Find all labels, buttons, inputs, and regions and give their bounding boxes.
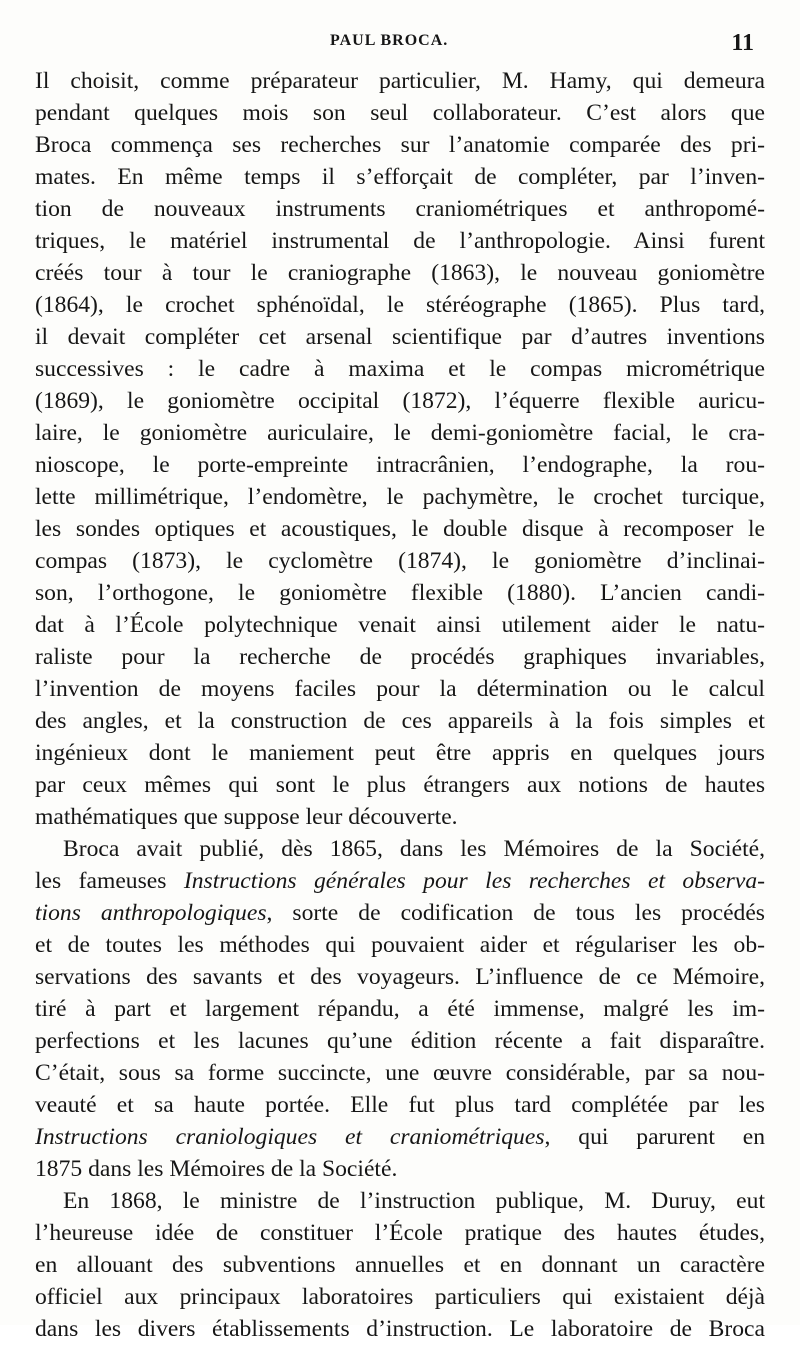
text-line <box>35 161 765 193</box>
text-segment: nioscope, le porte-empreinte intracrânien, l’endographe, la rou- <box>35 452 765 478</box>
text-segment: son, l’orthogone, le goniomètre flexible (1880). L’ancien candi- <box>35 580 765 606</box>
text-segment: mates. En même temps il s’efforçait de compléter, par l’inven- <box>35 164 765 190</box>
text-segment: les sondes optiques et acoustiques, le double disque à recomposer le <box>35 516 765 542</box>
text-line <box>35 353 765 385</box>
text-segment: (1864), le crochet sphénoïdal, le stéréographe (1865). Plus tard, <box>35 292 765 318</box>
text-line <box>35 545 765 577</box>
text-line <box>35 1121 765 1153</box>
text-line <box>35 641 765 673</box>
text-line <box>35 289 765 321</box>
text-line <box>35 385 765 417</box>
text-segment: 1875 dans les Mémoires de la Société. <box>35 1156 398 1182</box>
text-segment: , sorte de codification de tous les procédés <box>266 900 765 926</box>
text-segment: créés tour à tour le craniographe (1863), le nouveau goniomètre <box>35 260 765 286</box>
text-line <box>35 1057 765 1089</box>
text-segment: et de toutes les méthodes qui pouvaient aider et régulariser les ob- <box>35 932 765 958</box>
text-line <box>35 1281 765 1313</box>
italic-title-text: Instructions générales pour les recherches et observa- <box>183 868 765 894</box>
text-line <box>35 417 765 449</box>
text-line <box>35 961 765 993</box>
text-line <box>35 321 765 353</box>
italic-title-text: tions anthropologiques <box>35 900 267 926</box>
body-text <box>35 65 765 1345</box>
text-line <box>35 705 765 737</box>
page-number: 11 <box>731 30 754 56</box>
text-segment: Broca avait publié, dès 1865, dans les Mémoires de la Société, <box>63 836 765 862</box>
text-segment: il devait compléter cet arsenal scientifique par d’autres inventions <box>35 324 765 350</box>
text-line <box>35 673 765 705</box>
text-line <box>35 513 765 545</box>
text-segment: successives : le cadre à maxima et le compas micrométrique <box>35 356 765 382</box>
text-segment: raliste pour la recherche de procédés graphiques invariables, <box>35 644 765 670</box>
text-line <box>35 1249 765 1281</box>
text-segment: servations des savants et des voyageurs. L’influence de ce Mémoire, <box>35 964 765 990</box>
text-segment: laire, le goniomètre auriculaire, le demi-goniomètre facial, le cra- <box>35 420 765 446</box>
text-line <box>35 1185 765 1217</box>
text-line <box>35 609 765 641</box>
text-line <box>35 65 765 97</box>
text-line <box>35 993 765 1025</box>
text-line <box>35 865 765 897</box>
text-segment: des angles, et la construction de ces appareils à la fois simples et <box>35 708 765 734</box>
text-line <box>35 897 765 929</box>
text-segment: Il choisit, comme préparateur particulier, M. Hamy, qui demeura <box>35 68 765 94</box>
text-line <box>35 1217 765 1249</box>
text-segment: , qui parurent en <box>544 1124 765 1150</box>
text-line <box>35 1025 765 1057</box>
text-segment: Broca commença ses recherches sur l’anatomie comparée des pri- <box>35 132 765 158</box>
text-line <box>35 129 765 161</box>
text-segment: officiel aux principaux laboratoires particuliers qui existaient déjà <box>35 1284 765 1310</box>
text-line <box>35 1313 765 1345</box>
running-title: PAUL BROCA. <box>330 32 449 49</box>
text-segment: mathématiques que suppose leur découverte. <box>35 804 458 830</box>
italic-title-text: Instructions craniologiques et craniométriques <box>35 1124 545 1150</box>
text-line <box>35 257 765 289</box>
text-line <box>35 801 765 833</box>
text-segment: dat à l’École polytechnique venait ainsi utilement aider le natu- <box>35 612 765 638</box>
text-line <box>35 929 765 961</box>
text-segment: En 1868, le ministre de l’instruction publique, M. Duruy, eut <box>63 1188 765 1214</box>
text-line <box>35 225 765 257</box>
text-segment: (1869), le goniomètre occipital (1872), l’équerre flexible auricu- <box>35 388 765 414</box>
text-segment: veauté et sa haute portée. Elle fut plus tard complétée par les <box>35 1092 765 1118</box>
text-line <box>35 193 765 225</box>
text-segment: perfections et les lacunes qu’une édition récente a fait disparaître. <box>35 1028 765 1054</box>
text-line <box>35 1153 765 1185</box>
text-segment: tion de nouveaux instruments craniométriques et anthropomé- <box>35 196 765 222</box>
text-segment: compas (1873), le cyclomètre (1874), le goniomètre d’inclinai- <box>35 548 765 574</box>
text-segment: l’invention de moyens faciles pour la détermination ou le calcul <box>35 676 765 702</box>
text-line <box>35 769 765 801</box>
text-segment: pendant quelques mois son seul collaborateur. C’est alors que <box>35 100 765 126</box>
text-segment: tiré à part et largement répandu, a été immense, malgré les im- <box>35 996 765 1022</box>
text-segment: l’heureuse idée de constituer l’École pratique des hautes études, <box>35 1220 765 1246</box>
text-segment: par ceux mêmes qui sont le plus étrangers aux notions de hautes <box>35 772 765 798</box>
text-line <box>35 1089 765 1121</box>
text-line <box>35 97 765 129</box>
running-head <box>0 30 800 60</box>
text-segment: triques, le matériel instrumental de l’anthropologie. Ainsi furent <box>35 228 765 254</box>
text-line <box>35 481 765 513</box>
text-segment: en allouant des subventions annuelles et en donnant un caractère <box>35 1252 765 1278</box>
text-segment: dans les divers établissements d’instruction. Le laboratoire de Broca <box>35 1316 765 1342</box>
text-segment: ingénieux dont le maniement peut être appris en quelques jours <box>35 740 765 766</box>
text-line <box>35 737 765 769</box>
text-line <box>35 833 765 865</box>
text-line <box>35 449 765 481</box>
text-line <box>35 577 765 609</box>
text-segment: les fameuses <box>35 868 184 894</box>
text-segment: C’était, sous sa forme succincte, une œuvre considérable, par sa nou- <box>35 1060 765 1086</box>
text-segment: lette millimétrique, l’endomètre, le pachymètre, le crochet turcique, <box>35 484 765 510</box>
